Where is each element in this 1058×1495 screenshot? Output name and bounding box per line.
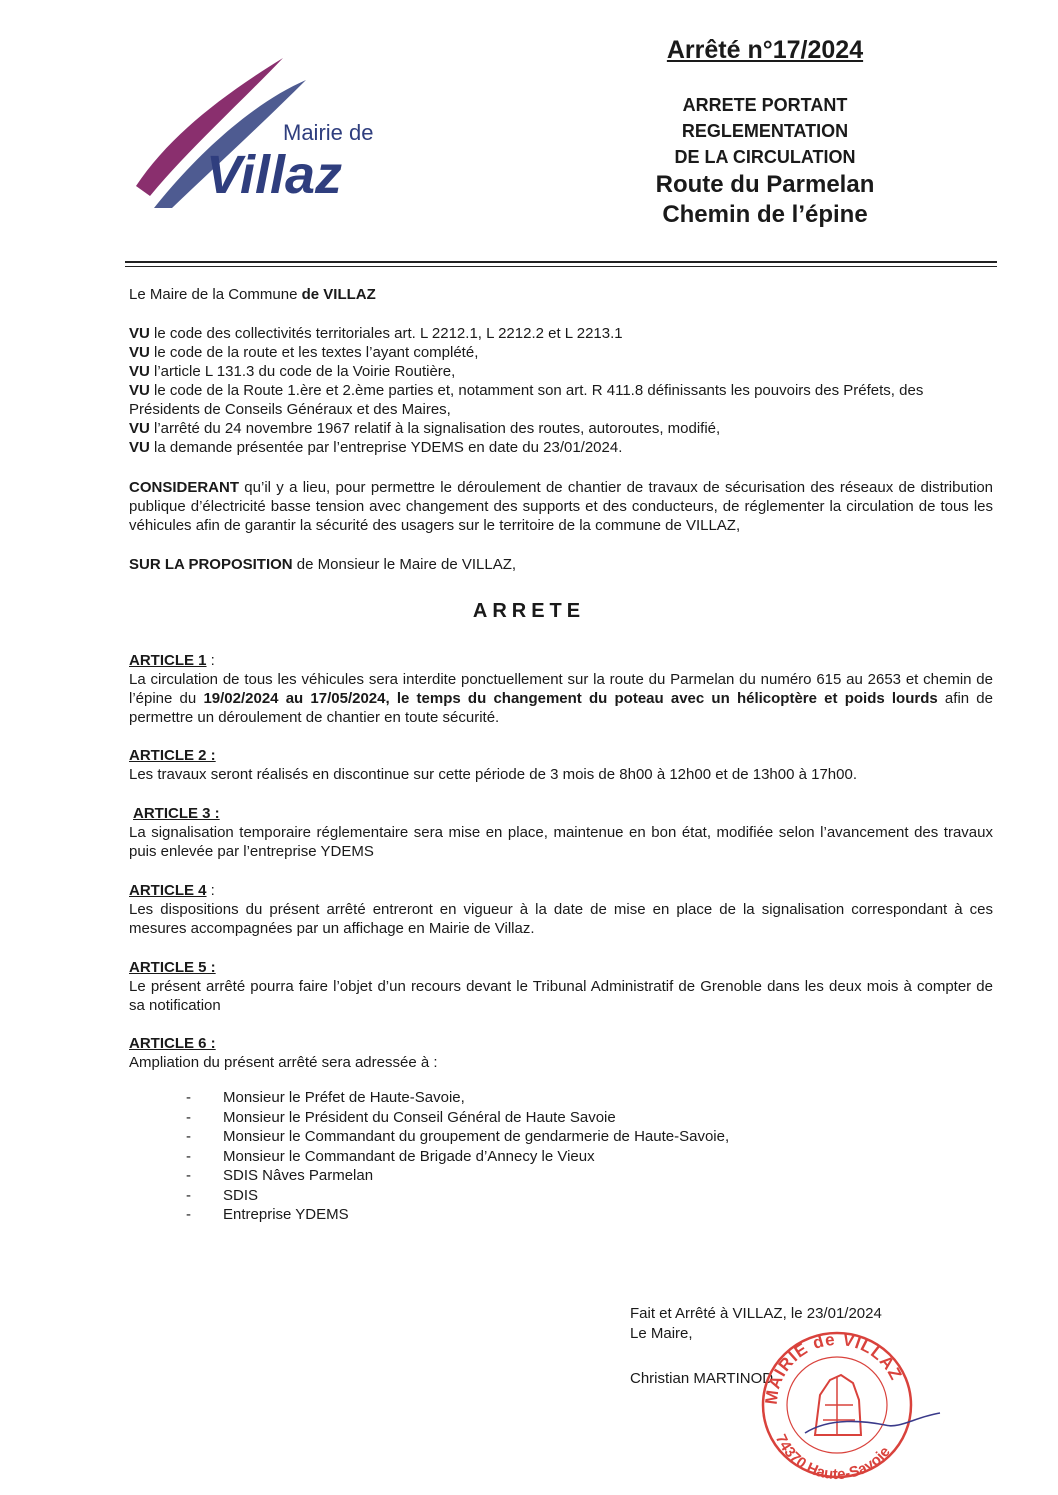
recipient: Monsieur le Président du Conseil Général de Haute Savoie: [223, 1108, 616, 1126]
mairie-stamp: [745, 1325, 945, 1485]
vu-item: [129, 324, 993, 343]
mairie-logo: [128, 58, 408, 218]
article-title: ARTICLE 2 :: [129, 747, 216, 764]
article-1: [129, 651, 993, 727]
article-5: [129, 958, 993, 1015]
article-text: Les travaux seront réalisés en discontinue sur cette période de 3 mois de 8h00 à 12h00 et de 13h00 à 17h00.: [129, 766, 857, 783]
article-title: ARTICLE 1: [129, 652, 207, 669]
dash: -: [186, 1147, 191, 1165]
list-item: [186, 1166, 729, 1186]
article-text: afin de permettre un déroulement de chantier en toute sécurité.: [129, 690, 993, 726]
list-item: [186, 1127, 729, 1147]
vu-text: le code des collectivités territoriales art. L 2212.1, L 2212.2 et L 2213.1: [149, 325, 623, 342]
title-line-1: ARRETE PORTANT: [682, 95, 848, 115]
arrete-heading: ARRETE: [472, 600, 586, 622]
article-text: La signalisation temporaire réglementaire sera mise en place, maintenue en bon état, modifiée selon l’avancement des travaux puis enlevée par l’entreprise YDEMS: [129, 824, 993, 860]
article-text: Le présent arrêté pourra faire l’objet d’un recours devant le Tribunal Administratif de Grenoble dans les deux mois à compter de sa notification: [129, 978, 993, 1014]
recipient: Monsieur le Commandant de Brigade d’Annecy le Vieux: [223, 1147, 595, 1165]
article-sep: :: [206, 652, 215, 669]
vu-label: VU: [129, 325, 150, 342]
article-4: [129, 881, 993, 938]
vu-label: VU: [129, 382, 150, 399]
article-title: ARTICLE 4: [129, 882, 207, 899]
recipient: Monsieur le Préfet de Haute-Savoie,: [223, 1089, 465, 1106]
header-divider-top: [125, 261, 997, 263]
header-divider-bottom: [125, 266, 997, 267]
list-item: [186, 1186, 729, 1206]
considerant: [129, 478, 993, 535]
article-text: La circulation de tous les véhicules sera interdite ponctuellement sur la route du Parmelan du numéro 615 au 2653 et chemin de l’épine du: [129, 671, 993, 707]
article-3: [129, 804, 993, 861]
intro-prefix: Le Maire de la Commune: [129, 286, 302, 303]
recipient: Monsieur le Commandant du groupement de gendarmerie de Haute-Savoie,: [223, 1128, 730, 1145]
article-title: ARTICLE 6 :: [129, 1035, 216, 1052]
proposition-text: de Monsieur le Maire de VILLAZ,: [292, 556, 517, 573]
decree-title: [600, 92, 930, 230]
title-line-5: Chemin de l’épine: [662, 201, 868, 228]
dash: -: [186, 1089, 191, 1106]
vu-block: [129, 324, 993, 457]
considerant-label: CONSIDERANT: [129, 479, 240, 496]
vu-text: l’arrêté du 24 novembre 1967 relatif à la signalisation des routes, autoroutes, modifié,: [149, 420, 721, 437]
title-line-4: Route du Parmelan: [655, 171, 875, 198]
vu-item: [129, 438, 993, 457]
vu-label: VU: [129, 344, 150, 361]
vu-item: [129, 419, 993, 438]
vu-text: le code de la route et les textes l’ayant complété,: [149, 344, 479, 361]
logo-line1: Mairie de: [283, 120, 374, 145]
recipient: SDIS Nâves Parmelan: [223, 1167, 374, 1184]
proposition-label: SUR LA PROPOSITION: [129, 556, 293, 573]
logo-line2: Villaz: [206, 145, 343, 205]
dash: -: [186, 1167, 191, 1184]
dash: -: [186, 1108, 191, 1126]
vu-label: VU: [129, 363, 150, 380]
signature-name: Christian MARTINOD: [630, 1370, 774, 1387]
recipient: SDIS: [223, 1186, 259, 1204]
list-item: [186, 1108, 729, 1128]
article-title: ARTICLE 5 :: [129, 959, 216, 976]
vu-item: [129, 343, 993, 362]
vu-text: l’article L 131.3 du code de la Voirie Routière,: [149, 363, 456, 380]
decree-number: Arrêté n°17/2024: [666, 36, 864, 64]
vu-text: la demande présentée par l’entreprise YDEMS en date du 23/01/2024.: [149, 439, 623, 456]
intro-commune: de VILLAZ: [301, 286, 376, 303]
vu-item: [129, 381, 993, 419]
dash: -: [186, 1186, 191, 1204]
vu-label: VU: [129, 439, 150, 456]
intro: [129, 285, 993, 304]
article-text: Ampliation du présent arrêté sera adressée à :: [129, 1054, 438, 1071]
title-line-3: DE LA CIRCULATION: [674, 147, 856, 167]
dash: -: [186, 1206, 191, 1223]
dash: -: [186, 1128, 191, 1145]
article-text: Les dispositions du présent arrêté entreront en vigueur à la date de mise en place de la signalisation correspondant à ces mesures accompagnées par un affichage en Mairie de Villaz.: [129, 901, 993, 937]
article-2: [129, 746, 993, 784]
list-item: [186, 1147, 729, 1167]
list-item: [186, 1205, 729, 1225]
vu-item: [129, 362, 993, 381]
article-title: ARTICLE 3 :: [133, 805, 220, 822]
recipients-list: [186, 1088, 729, 1225]
signature-role: Le Maire,: [630, 1324, 693, 1342]
vu-label: VU: [129, 420, 150, 437]
article-text-bold: 19/02/2024 au 17/05/2024, le temps du changement du poteau avec un hélicoptère et poids lourds: [203, 690, 938, 707]
vu-text: le code de la Route 1.ère et 2.ème parties et, notamment son art. R 411.8 définissants les pouvoirs des Préfets, des Présidents de Conseils Généraux et des Maires,: [129, 382, 924, 418]
recipient: Entreprise YDEMS: [223, 1206, 349, 1223]
title-line-2: REGLEMENTATION: [681, 121, 849, 141]
signature-place-date: Fait et Arrêté à VILLAZ, le 23/01/2024: [630, 1305, 882, 1322]
list-item: [186, 1088, 729, 1108]
article-sep: :: [206, 882, 215, 899]
proposition: [129, 555, 993, 574]
considerant-text: qu’il y a lieu, pour permettre le déroulement de chantier de travaux de sécurisation des réseaux de distribution publique d’électricité basse tension avec changement des supports et des conducteurs, de réglementer la circulation de tous les véhicules afin de garantir la sécurité des usagers sur le territoire de la commune de VILLAZ,: [129, 479, 993, 534]
article-6: [129, 1034, 993, 1072]
stamp-top-text: MAIRIE de VILLAZ: [761, 1329, 906, 1406]
stamp-bottom-text: 74370 Haute-Savoie: [771, 1431, 894, 1484]
